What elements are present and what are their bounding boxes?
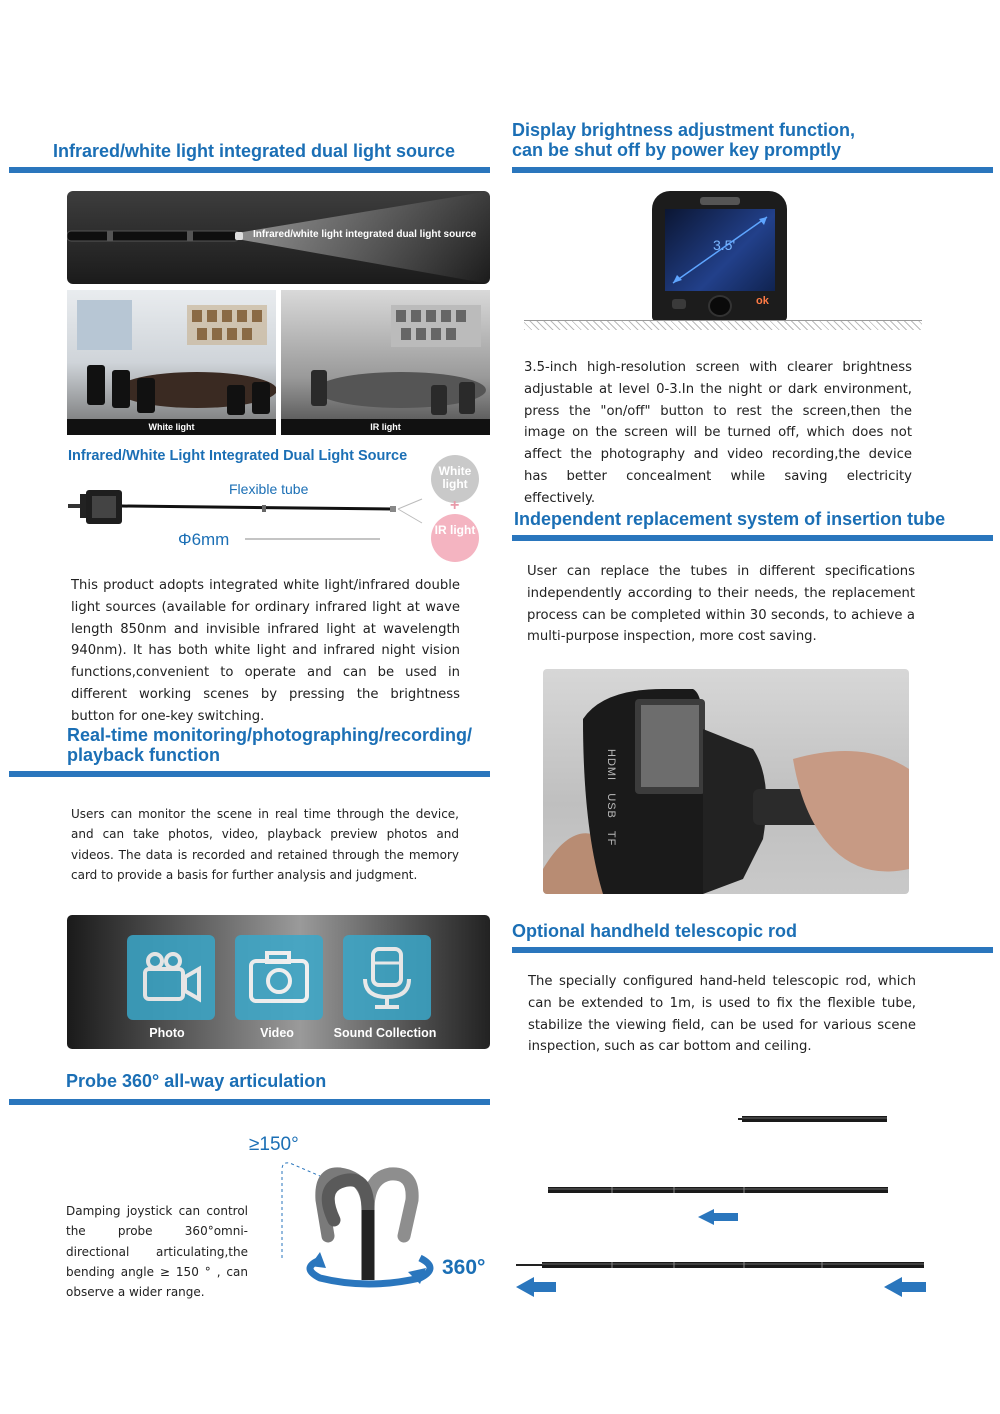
left-section2-rule	[9, 771, 490, 777]
conference-room-color-image	[67, 290, 276, 435]
telescopic-rod-diagram	[512, 1105, 932, 1305]
photo-label: Photo	[149, 1026, 185, 1040]
right-section3-rule	[512, 947, 993, 953]
ir-light-bubble	[431, 514, 479, 562]
table-surface	[524, 320, 922, 330]
arrow-left-icon	[698, 1209, 738, 1225]
ir-light-photo	[281, 290, 490, 435]
video-tile	[235, 935, 323, 1020]
right-section1-heading-line2: can be shut off by power key promptly	[512, 140, 842, 160]
left-section1-heading: Infrared/white light integrated dual light source	[53, 141, 456, 161]
plus-sign: +	[450, 497, 460, 514]
left-section2-heading-line1: Real-time monitoring/photographing/recording/	[67, 725, 472, 745]
banner-caption: Infrared/white light integrated dual light source	[253, 229, 477, 240]
dual-light-banner	[67, 191, 490, 284]
dpad	[708, 295, 732, 317]
bend-angle-label: ≥150°	[249, 1134, 299, 1155]
left-section2-heading-line2: playback function	[67, 745, 221, 765]
camera-icon	[235, 935, 323, 1020]
ir-light-label: IR light	[370, 422, 401, 432]
device-hand-illustration	[543, 669, 909, 894]
function-icons-banner	[67, 915, 490, 1049]
ok-button-label: ok	[756, 295, 769, 307]
left-section2-heading	[67, 725, 497, 765]
diameter-label: Φ6mm	[178, 530, 230, 549]
left-section1-rule	[9, 167, 490, 173]
video-label: Video	[260, 1026, 294, 1040]
usb-port-label: USB	[605, 793, 617, 819]
telescopic-rod-description: The specially configured hand-held telescopic rod, which can be extended to 1m, is used to fix the flexible tube, stabilize the viewing field, can be used for various scene inspection, such as car bottom and ceiling.	[528, 974, 916, 1055]
right-section1-heading	[512, 120, 982, 160]
power-button	[672, 299, 686, 309]
white-light-bubble	[431, 455, 479, 503]
flexible-tube-label: Flexible tube	[229, 481, 309, 497]
microphone-icon	[343, 935, 431, 1020]
rotation-label: 360°	[442, 1256, 486, 1279]
tube-replacement-description: User can replace the tubes in different specifications independently according to their needs, the replacement process can be completed within 30 seconds, to achieve a multi-purpose inspection, more cost saving.	[527, 564, 915, 645]
white-light-label: White light	[148, 422, 195, 432]
right-section2-rule	[512, 535, 993, 541]
conference-room-ir-image	[281, 290, 490, 435]
monitoring-description: Users can monitor the scene in real time through the device, and can take photos, video, playback preview photos and videos. The data is recorded and retained through the memory card to provide a basis for further analysis and judgment.	[71, 807, 459, 882]
device-display-illustration	[652, 191, 787, 321]
tube-replacement-photo	[543, 669, 909, 894]
display-description: 3.5-inch high-resolution screen with clearer brightness adjustable at level 0-3.In the night or dark environment, press the "on/off" button to rest the screen,then the image on the screen will be turned off, which does not affect the photography and video recording,the device has better concealment while saving electricity effectively.	[524, 360, 912, 506]
right-section2-heading: Independent replacement system of insertion tube	[514, 509, 946, 529]
left-section3-rule	[9, 1099, 490, 1105]
screen-size-label: 3.5'	[713, 237, 736, 253]
left-section3-heading: Probe 360° all-way articulation	[66, 1071, 327, 1091]
right-section3-heading: Optional handheld telescopic rod	[512, 921, 798, 941]
articulation-diagram	[280, 1150, 450, 1290]
white-light-bubble-text: White light	[438, 464, 472, 491]
photo-tile	[127, 935, 215, 1020]
device-screen	[665, 209, 775, 291]
tf-port-label: TF	[605, 830, 617, 847]
hdmi-port-label: HDMI	[605, 749, 617, 782]
camcorder-icon	[127, 935, 215, 1020]
device-port-labels	[605, 749, 617, 846]
sound-collection-tile	[343, 935, 431, 1020]
right-section1-rule	[512, 167, 993, 173]
dual-light-description: This product adopts integrated white light/infrared double light sources (available for ordinary infrared light at wave length 850nm and invisible infrared light at wavelength 940nm). It has both white light and infrared night vision functions,convenient to operate and can be used in different working scenes by pressing the brightness button for one-key switching.	[71, 578, 460, 724]
diagram-title: Infrared/White Light Integrated Dual Light Source	[68, 448, 408, 464]
white-light-photo	[67, 290, 276, 435]
articulation-description: Damping joystick can control the probe 360°omni-directional articulating,the bending angle ≥ 150 ° , can observe a wider range.	[66, 1204, 248, 1300]
right-section1-heading-line1: Display brightness adjustment function,	[512, 120, 856, 140]
ir-light-bubble-text: IR light	[434, 523, 476, 537]
sound-collection-label: Sound Collection	[333, 1026, 437, 1040]
